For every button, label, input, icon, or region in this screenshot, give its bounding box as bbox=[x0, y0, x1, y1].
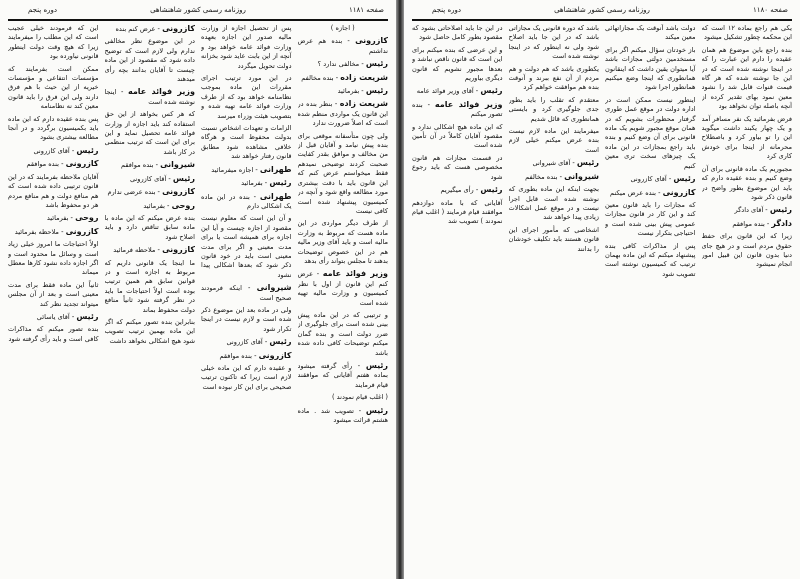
paragraph bbox=[412, 123, 503, 151]
paragraph-text: پس از تحصیل اجازه از وزارت مالیه صدور این اجازه بعهده وزارت فوائد عامه خواهد بود و آنچه از این بابت عاید شود بخزانه دولت تحویل میگردد bbox=[201, 24, 292, 70]
page-header bbox=[8, 4, 388, 18]
paragraph bbox=[509, 226, 600, 254]
paragraph-text: بنده عرض میکنم که این ماده با ماده سابق تناقض دارد و باید اصلاح شود bbox=[104, 213, 195, 241]
speaker-statement bbox=[702, 219, 793, 229]
paragraph-text: - اینجا نوشته شده است bbox=[104, 88, 195, 106]
page-number: صفحه ۱۱۸۱ bbox=[348, 6, 384, 14]
paragraph-text: - بفرمائید bbox=[337, 87, 364, 96]
speaker-name: کازرونی bbox=[355, 36, 388, 46]
paragraph bbox=[509, 65, 600, 93]
paragraph-text: ولی چون متأسفانه موقعی برای بنده پیش نیامد و آقایان قبل از من مخالف و موافق بقدر کفایت صحبت کردند توضیحی نمیدهم فقط میخواستم عرض کنم که این قانون باید با دقت بیشتری مورد مطالعه واقع شود و آنچه در کمیسیون پیشنهاد شده است کافی نیست bbox=[297, 131, 388, 215]
paragraph bbox=[298, 393, 389, 402]
paragraph-text: ولی در ماده بعد این موضوع ذکر شده است و لازم نیست در اینجا تکرار شود bbox=[201, 305, 292, 333]
paragraph-text: معتقدم که تقلب را باید بطور جدی جلوگیری کرد و بایستی همانطوری که قائل شدیم bbox=[508, 95, 599, 123]
paragraph-text: - آقای کازرونی bbox=[33, 146, 75, 155]
paragraph-text: - ملاحظه فرمائید bbox=[113, 246, 160, 255]
speaker-name: کازرونی bbox=[162, 24, 195, 33]
paragraph bbox=[298, 24, 389, 33]
speaker-statement bbox=[201, 178, 292, 188]
speaker-name: کازرونی bbox=[65, 226, 99, 236]
paragraph-text: - بفرمائید bbox=[143, 201, 170, 210]
text-column bbox=[509, 24, 600, 573]
speaker-name: وزیر فوائد عامه bbox=[127, 87, 195, 97]
speaker-statement bbox=[105, 174, 196, 184]
speaker-statement bbox=[105, 24, 196, 34]
paragraph bbox=[509, 24, 600, 62]
paragraph-text: - بنده در این ماده یک اشکالی دارم bbox=[201, 192, 292, 210]
header-rule bbox=[412, 19, 792, 21]
paragraph-text: - بفرمائید bbox=[241, 179, 268, 188]
header-rule bbox=[8, 19, 388, 21]
speaker-name: دادگر bbox=[771, 218, 792, 228]
paragraph bbox=[605, 24, 696, 43]
speaker-name: کازرونی bbox=[162, 187, 195, 197]
speaker-name: شریعت زاده bbox=[340, 72, 388, 82]
text-column bbox=[8, 24, 99, 573]
speaker-statement bbox=[509, 158, 600, 168]
speaker-name: طهرانی bbox=[259, 164, 292, 174]
paragraph-text: اشخاصی که مأمور اجرای این قانون هستند باید تکلیف خودشان را بدانند bbox=[508, 225, 599, 253]
paragraph bbox=[8, 65, 99, 112]
paragraph-text: بنده تصور میکنم که مذاکرات کافی است و باید رأی گرفته شود bbox=[8, 325, 99, 343]
paragraph bbox=[702, 24, 793, 43]
paragraph-text: - بنده عرضی ندارم bbox=[107, 188, 160, 197]
paragraph bbox=[201, 124, 292, 162]
paragraph-text: - بنده عرض میکنم bbox=[609, 188, 661, 197]
page-number: صفحه ۱۱۸۰ bbox=[752, 6, 788, 14]
paragraph bbox=[8, 325, 99, 344]
speaker-name: رئیس bbox=[576, 158, 599, 168]
speaker-statement bbox=[298, 59, 389, 69]
paragraph bbox=[509, 96, 600, 124]
paragraph-text: در این مورد ترتیب اجرای مقررات این ماده بموجب نظامنامه خواهد بود که از طرف وزارت فوائد عامه تهیه شده و بتصویب هیئت وزراء میرسد bbox=[201, 74, 292, 120]
speaker-statement bbox=[201, 351, 292, 361]
text-columns bbox=[8, 24, 388, 573]
paragraph bbox=[105, 259, 196, 315]
paragraph-text: - آقای کازرونی bbox=[226, 338, 268, 347]
paragraph-text: بنده راجع باین موضوع هم همان عقیده را دارم این عبارت را که در اینجا نوشته شده است که در این جا نوشته شده که هر گاه فیمت قنوات قابل شد را نشود معین نمود بهای تقدیر کرده از آنچه باصله توان نخواهد بود bbox=[701, 45, 792, 111]
speaker-statement bbox=[412, 86, 503, 96]
paragraph bbox=[201, 214, 292, 280]
speaker-statement bbox=[298, 73, 389, 83]
paragraph-text: که این ماده هیچ اشکالی ندارد و مقصود آقایان کاملاً در آن تأمین شده است bbox=[412, 122, 503, 150]
paragraph-text: - بنده موافقم bbox=[732, 219, 770, 228]
speaker-name: رئیس bbox=[172, 173, 195, 183]
speaker-statement bbox=[8, 159, 99, 169]
speaker-statement bbox=[8, 213, 99, 223]
paragraph-text: الزامات و تعهدات اشخاص نسبت بدولت محفوظ است و هرگاه خلافی مشاهده شود مطابق قانون رفتار خواهد شد bbox=[201, 124, 292, 161]
speaker-name: وزیر فوائد عامه bbox=[434, 99, 503, 109]
text-column bbox=[105, 24, 196, 573]
paragraph-text: - اجازه میفرمائید bbox=[211, 165, 258, 174]
speaker-name: شیروانی bbox=[256, 283, 292, 293]
speaker-statement bbox=[605, 174, 696, 184]
paragraph bbox=[8, 281, 99, 309]
paragraph-text: - بنده موافقم bbox=[219, 351, 257, 360]
paragraph bbox=[105, 214, 196, 242]
paragraph bbox=[702, 46, 793, 112]
speaker-name: رئیس bbox=[365, 361, 388, 370]
paragraph-text: فرض بفرمائید یک نفر مسافر آمد و یک چهار یکبند داشت میگوید این را تو بیاور کرد و باصطلاح محرمانه از اینجا برای خودش کاری کرد bbox=[701, 114, 792, 161]
speaker-name: طهرانی bbox=[259, 191, 292, 201]
paragraph bbox=[105, 110, 196, 157]
paragraph-text: - ملاحظه بفرمائید bbox=[14, 227, 64, 236]
paragraph bbox=[105, 37, 196, 84]
paragraph-text: در قسمت مجازات هم قانون مخصوصی هست که باید رجوع شود bbox=[412, 153, 503, 181]
paragraph-text: - آقای وزیر فوائد عامه bbox=[416, 87, 479, 96]
speaker-name: رئیس bbox=[365, 59, 388, 69]
speaker-name: شیروانی bbox=[160, 160, 195, 170]
paragraph-text: دولت باشد آنوقت یک مجازاتهائی معین میکند bbox=[605, 24, 696, 42]
page-gutter bbox=[396, 0, 404, 579]
paragraph-text: که هر کس بخواهد از این حق استفاده کند باید اجازه از وزارت فوائد عامه تحصیل نماید و این برای این است که ترتیب منظمی در کار باشد bbox=[104, 110, 195, 156]
paragraph-text: - بنده مخالفم bbox=[301, 73, 339, 82]
speaker-statement bbox=[509, 172, 600, 182]
paragraph-text: از طرف دیگر مواردی در این ماده هست که مربوط به وزارت مالیه است و باید آقای وزیر مالیه هم در این خصوص توضیحات بدهند تا مجلس بتواند رأی بدهد bbox=[297, 219, 388, 265]
paragraph-text: مجبوریم یک ماده قانونی برای آن وضع کنیم و بنده عقیده دارم که باید این موضوع بطور واضح در قانون ذکر شود bbox=[701, 164, 792, 201]
speaker-name: کازرونی bbox=[258, 350, 292, 360]
paragraph bbox=[605, 96, 696, 171]
paragraph-text: - رأی میگیریم bbox=[440, 186, 479, 195]
speaker-name: رئیس bbox=[480, 86, 503, 96]
paragraph-text: این که فرمودند خیلی عجیب است که این مطلب را میفرمایند زیرا که هیچ وقت دولت اینطور قانونی نیاورده بود bbox=[8, 24, 99, 61]
text-column bbox=[201, 24, 292, 573]
paragraph-text: و این عرضی که بنده میکنم برای این است که قانون ناقص نباشد و بعدها مجبور نشویم که قانون دیگری بیاوریم bbox=[412, 45, 503, 83]
paragraph bbox=[105, 318, 196, 346]
paragraph bbox=[298, 219, 389, 266]
paragraph bbox=[298, 311, 389, 358]
speaker-name: رئیس bbox=[269, 337, 292, 347]
paragraph-text: - رأی گرفته میشود بماده هفتم آقایانی که موافقند قیام فرمایند bbox=[297, 362, 388, 389]
paragraph bbox=[8, 173, 99, 211]
paragraph-text: - بنظر بنده در این قانون یک مواردی منظم شده است که اصلاً ضرورت ندارد bbox=[297, 100, 388, 128]
session-period: دوره پنجم bbox=[28, 6, 58, 14]
paragraph-text: که مجازات را باید قانون معین کند و این کار در قانون مجازات عمومی پیش بینی شده است و احتیاجی بتکرار نیست bbox=[605, 200, 696, 238]
paragraph bbox=[605, 242, 696, 280]
speaker-statement bbox=[412, 100, 503, 120]
text-column bbox=[605, 24, 696, 573]
paragraph bbox=[201, 306, 292, 334]
speaker-statement bbox=[8, 227, 99, 237]
speaker-name: رئیس bbox=[76, 145, 99, 155]
paragraph bbox=[8, 240, 99, 278]
speaker-name: شریعت زاده bbox=[339, 99, 388, 109]
page-header bbox=[412, 4, 792, 18]
speaker-statement bbox=[201, 337, 292, 347]
paragraph-text: - آقای کازرونی bbox=[630, 175, 672, 184]
paragraph-text: - عرض کنم بنده bbox=[115, 25, 160, 33]
paragraph-text: ( اغلب قیام نمودند ) bbox=[332, 393, 388, 402]
paragraph-text: - بنده تصور میکنم bbox=[412, 100, 503, 119]
text-column bbox=[298, 24, 389, 573]
paragraph bbox=[412, 154, 503, 182]
speaker-name: کازرونی bbox=[65, 159, 99, 169]
paragraph bbox=[201, 364, 292, 392]
speaker-name: رئیس bbox=[76, 311, 99, 321]
paragraph-text: - بنده موافقم bbox=[26, 160, 64, 169]
speaker-statement bbox=[412, 185, 503, 195]
speaker-statement bbox=[298, 36, 389, 56]
paragraph bbox=[298, 132, 389, 217]
paragraph-text: و ترتیبی که در این ماده پیش بینی شده است برای جلوگیری از ضرر دولت است و بنده گمان میکنم توضیحات کافی داده شده باشد bbox=[297, 310, 388, 357]
paragraph-text: - بنده مخالفم bbox=[525, 172, 562, 181]
paragraph bbox=[412, 46, 503, 84]
paragraph bbox=[8, 24, 99, 62]
paragraph-text: پس از مذاکرات کافی بنده پیشنهاد میکنم که این ماده بهمان ترتیب که کمیسیون نوشته است تصویب شود bbox=[605, 241, 696, 278]
text-column bbox=[702, 24, 793, 573]
paragraph-text: و آن این است که معلوم نیست مقصود از اجازه چیست و آیا این اجازه برای همیشه است یا برای مدت معینی و اگر برای مدت معینی است باید در خود قانون ذکر شود که بعدها اشکالی پیدا نشود bbox=[201, 214, 292, 279]
speaker-statement bbox=[201, 283, 292, 303]
speaker-statement bbox=[8, 146, 99, 156]
paragraph-text: - بفرمائید bbox=[46, 214, 73, 223]
paragraph-text: باشد که دوره قانونی یک مجازاتی باشد که در این جا باید اصلاح شود ولی نه اینطور که در اینجا نوشته شده است bbox=[508, 24, 599, 61]
paragraph-text: و عقیده دارم که این ماده خیلی لازم است زیرا که تاکنون ترتیب صحیحی برای این کار نبوده است bbox=[201, 364, 292, 391]
paragraph-text: - اینکه فرمودند صحیح است bbox=[201, 284, 292, 302]
newspaper-page-left bbox=[0, 0, 396, 579]
speaker-name: رئیس bbox=[365, 86, 388, 96]
paragraph-text: ما اینجا یک قانونی داریم که مربوط به اجازه است و در قوانین سابق هم همین ترتیب بوده است اولاً احتیاجات ما باید در نظر گرفته شود ثانیاً منافع دولت محفوظ بماند bbox=[104, 258, 195, 314]
session-period: دوره پنجم bbox=[432, 6, 462, 14]
speaker-name: رئیس bbox=[673, 174, 696, 184]
paragraph-text: - عرض کنم این قانون از اول با نظر کمیسیون و وزارت مالیه تهیه شده است bbox=[297, 270, 388, 307]
paragraph-text: - آقای یاسائی bbox=[36, 312, 75, 321]
paragraph-text: آقایانی که با ماده دوازدهم موافقند قیام فرمایند ( اغلب قیام نمودند ) تصویب شد bbox=[412, 198, 503, 226]
speaker-statement bbox=[201, 165, 292, 175]
speaker-statement bbox=[105, 187, 196, 197]
paragraph-text: - آقای شیروانی bbox=[532, 159, 575, 168]
paragraph-text: ممکن است بفرمایند که مؤسسات انتفاعی و مؤسسات خیریه از این حیث با هم فرق دارند ولی این فرق را باید قانون معین کند نه نظامنامه bbox=[8, 64, 99, 111]
speaker-statement bbox=[8, 312, 99, 322]
text-columns bbox=[412, 24, 792, 573]
paragraph-text: اولاً احتیاجات ما امروز خیلی زیاد است و وسائل ما محدود است و اگر اجازه داده نشود کارها معطل میماند bbox=[8, 240, 99, 277]
paragraph bbox=[8, 115, 99, 143]
speaker-name: شیروانی bbox=[564, 171, 599, 181]
newspaper-page-right bbox=[404, 0, 800, 579]
speaker-name: روحی bbox=[75, 213, 99, 223]
speaker-statement bbox=[298, 361, 389, 390]
paragraph bbox=[509, 185, 600, 223]
speaker-name: رئیس bbox=[365, 405, 388, 415]
speaker-statement bbox=[298, 406, 389, 426]
paragraph-text: ثانیاً این ماده فقط برای مدت معینی است و بعد از آن مجلس میتواند تجدید نظر کند bbox=[8, 280, 99, 308]
paragraph bbox=[605, 201, 696, 239]
paragraph-text: - مخالفی ندارد ؟ bbox=[317, 60, 364, 69]
paragraph-text: - آقای کازرونی bbox=[129, 174, 171, 183]
paragraph-text: یکی هم راجع بماده ۱۲ است که این محکمه چطور تشکیل میشود bbox=[701, 24, 792, 42]
speaker-statement bbox=[298, 269, 389, 308]
speaker-statement bbox=[105, 87, 196, 107]
newspaper-title: روزنامه رسمی کشور شاهنشاهی bbox=[150, 6, 246, 14]
speaker-name: رئیس bbox=[269, 178, 292, 188]
paragraph-text: در این موضوع نظر مخالفی ندارم ولی لازم است که توضیح داده شود که مقصود از این ماده چیست تا آقایان بدانند بچه رأی میدهند bbox=[104, 37, 195, 84]
paragraph bbox=[201, 74, 292, 121]
speaker-name: کازرونی bbox=[662, 187, 696, 197]
speaker-statement bbox=[201, 192, 292, 212]
paragraph-text: آقایان ملاحظه بفرمایند که در این قانون ترتیبی داده شده است که هم منافع دولت و هم منافع مردم هر دو محفوظ باشد bbox=[8, 172, 99, 209]
paragraph bbox=[412, 199, 503, 227]
paragraph-text: اینطور نیست ممکن است در اداره دولت در موقع عمل طوری گرفتار محظورات بشویم که در همان موقع مجبور شویم یک ماده قانونی برای آن وضع کنیم و بنده باید راجع بمجازات در این ماده یک چیزهای سخت تری معین کنیم bbox=[605, 95, 696, 170]
paragraph bbox=[702, 165, 793, 203]
paragraph-text: در این جا باید اصلاحاتی بشود که مقصود بطور کامل حاصل شود bbox=[412, 24, 503, 42]
text-column bbox=[412, 24, 503, 573]
paragraph bbox=[201, 24, 292, 71]
paragraph-text: باز خودتان سؤال میکنم اگر برای مستخدمین دولتی مجازات باشد آیا میتوان یقین داشت که اینقانون همانطوری که اینجا وضع میکنیم همانطور اجرا شود bbox=[605, 45, 696, 92]
speaker-statement bbox=[702, 205, 793, 215]
speaker-statement bbox=[105, 160, 196, 170]
paragraph-text: - بنده هم عرض نداشتم bbox=[297, 37, 388, 55]
paragraph-text: زیرا که این قانون برای حفظ حقوق مردم است و در هیچ جای دنیا بدون قانون این قبیل امور انجام نمیشود bbox=[701, 232, 792, 269]
speaker-name: رئیس bbox=[769, 205, 792, 215]
paragraph bbox=[509, 127, 600, 155]
paragraph-text: یکطوری باشد که هم دولت و هم مردم از آن نفع ببرند و آنوقت بنده هم موافقت خواهم کرد bbox=[508, 64, 599, 92]
paragraph-text: - تصویب شد . ماده هشتم قرائت میشود bbox=[297, 406, 388, 425]
paragraph bbox=[412, 24, 503, 43]
newspaper-title: روزنامه رسمی کشور شاهنشاهی bbox=[554, 6, 650, 14]
paragraph-text: - بنده موافقم bbox=[121, 161, 158, 170]
paragraph bbox=[702, 232, 793, 270]
speaker-name: روحی bbox=[171, 200, 195, 210]
speaker-name: رئیس bbox=[480, 185, 503, 195]
paragraph-text: بنابراین بنده تصور میکنم که اگر این ماده بهمین ترتیب تصویب شود هیچ اشکالی نخواهد داشت bbox=[104, 317, 195, 345]
speaker-statement bbox=[105, 245, 196, 255]
speaker-name: کازرونی bbox=[162, 245, 195, 255]
paragraph bbox=[605, 46, 696, 93]
paragraph bbox=[702, 115, 793, 162]
paragraph-text: پس بنده عقیده دارم که این ماده باید بکمیسیون برگردد و در آنجا مطالعه بیشتری بشود bbox=[8, 114, 99, 142]
speaker-statement bbox=[298, 86, 389, 96]
paragraph-text: بجهت اینکه این ماده بطوری که نوشته شده است قابل اجرا نیست و در موقع عمل اشکالات زیادی پیدا خواهد شد bbox=[508, 185, 599, 222]
speaker-statement bbox=[298, 99, 389, 128]
paragraph-text: ( اجازه ) bbox=[330, 24, 355, 32]
speaker-statement bbox=[605, 188, 696, 198]
speaker-name: وزیر فوائد عامه bbox=[322, 269, 388, 279]
paragraph-text: میفرمایند این ماده لازم نیست بنده عرض میکنم خیلی لازم است bbox=[508, 127, 599, 154]
paragraph-text: - آقای دادگر bbox=[734, 206, 768, 215]
speaker-statement bbox=[105, 201, 196, 211]
